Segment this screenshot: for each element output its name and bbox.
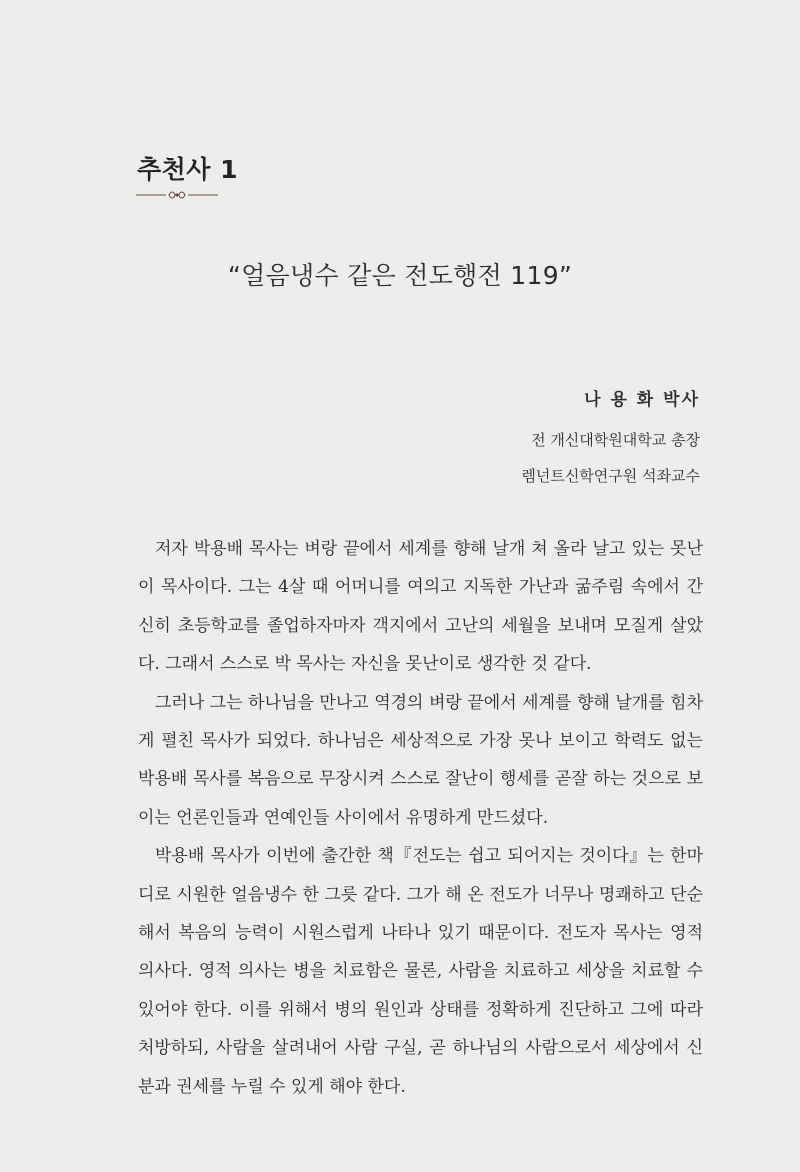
ornament-divider-icon <box>136 189 218 201</box>
section-heading: 추천사 1 <box>137 155 239 184</box>
paragraph-3: 박용배 목사가 이번에 출간한 책『전도는 쉽고 되어지는 것이다』는 한마디로 시원한 얼음냉수 한 그릇 같다. 그가 해 온 전도가 너무나 명쾌하고 단순해서 복음의 능력이 시원스럽게 나타나 있기 때문이다. 전도자 목사는 영적 의사다. 영적 의사는 병을 치료함은 물론, 사람을 치료하고 세상을 치료할 수 있어야 한다. 이를 위해서 병의 원인과 상태를 정확하게 진단하고 그에 따라 처방하되, 사람을 살려내어 사람 구실, 곧 하나님의 사람으로서 세상에서 신분과 권세를 누릴 수 있게 해야 한다. <box>138 846 703 1097</box>
author-title-1: 전 개신대학원대학교 총장 <box>531 431 700 449</box>
author-block <box>521 385 700 501</box>
article-title: “얼음냉수 같은 전도행전 119” <box>227 261 573 290</box>
body-text <box>138 530 703 1106</box>
paragraph-1: 저자 박용배 목사는 벼랑 끝에서 세계를 향해 날개 쳐 올라 날고 있는 못난이 목사이다. 그는 4살 때 어머니를 여의고 지독한 가난과 굶주림 속에서 간신히 초등학교를 졸업하자마자 객지에서 고난의 세월을 보내며 모질게 살았다. 그래서 스스로 박 목사는 자신을 못난이로 생각한 것 같다. <box>138 539 703 675</box>
author-name: 나 용 화 박사 <box>584 390 700 410</box>
author-title-2: 렘넌트신학연구원 석좌교수 <box>521 467 700 485</box>
paragraph-2: 그러나 그는 하나님을 만나고 역경의 벼랑 끝에서 세계를 향해 날개를 힘차게 펼친 목사가 되었다. 하나님은 세상적으로 가장 못나 보이고 학력도 없는 박용배 목사를 복음으로 무장시켜 스스로 잘난이 행세를 곧잘 하는 것으로 보이는 언론인들과 연예인들 사이에서 유명하게 만드셨다. <box>138 692 703 828</box>
